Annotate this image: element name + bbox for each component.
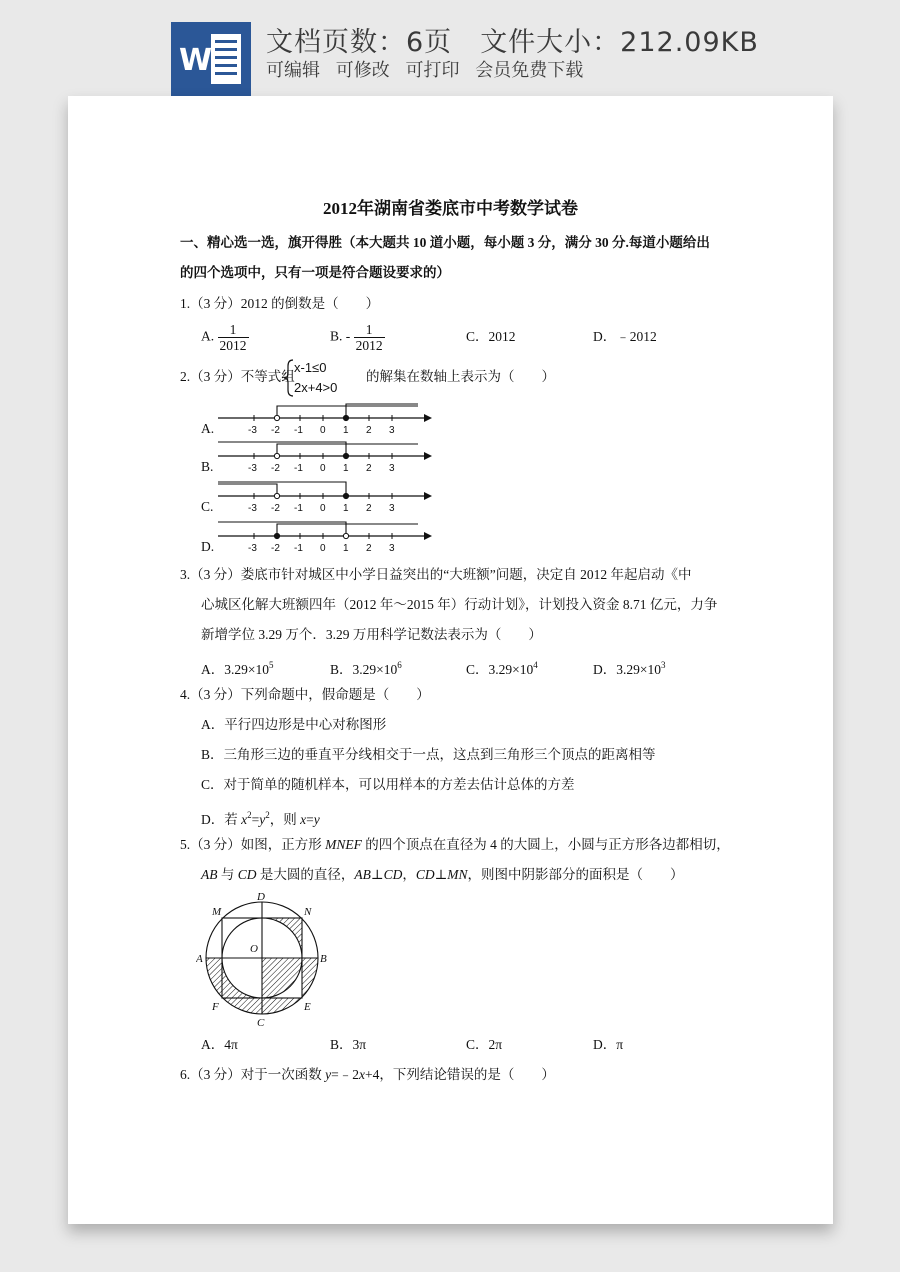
label-o: O [250, 943, 258, 955]
q3-b-base: B．3.29×10 [330, 662, 398, 677]
number-line-tick-label: -2 [271, 463, 280, 474]
section1-instructions-line2: 的四个选项中，只有一项是符合题设要求的） [180, 265, 450, 280]
q5-comma: ， [402, 867, 416, 882]
number-line-tick-label: 2 [366, 463, 372, 474]
number-line-tick-label: 0 [320, 543, 326, 554]
page-count: 文档页数：6页 [266, 27, 453, 58]
q4-option-a: A．平行四边形是中心对称图形 [201, 717, 387, 732]
label-b: B [320, 953, 327, 965]
q5-ab: AB [201, 867, 218, 882]
q5-with: 与 [217, 867, 238, 882]
banner-features [266, 56, 593, 82]
number-line-tick-label: -1 [294, 463, 303, 474]
label-e: E [304, 1001, 311, 1013]
q2-inequality-1: x-1≤0 [294, 360, 327, 375]
number-line-tick-label: -1 [294, 503, 303, 514]
q4-option-b: B．三角形三边的垂直平分线相交于一点，这点到三角形三个顶点的距离相等 [201, 747, 656, 762]
q3-b-exp: 6 [397, 660, 402, 670]
q5-perp1: AB⊥CD [354, 867, 403, 882]
q5-line2-post: ，则图中阴影部分的面积是（ ） [467, 867, 684, 882]
q4-option-d [201, 806, 320, 829]
q5-line1-post: 的四个顶点在直径为 4 的大圆上，小圆与正方形各边都相切， [361, 837, 730, 852]
label-m: M [212, 906, 222, 918]
word-document-icon [171, 22, 251, 96]
file-size: 文件大小：212.09KB [480, 27, 759, 58]
q6-y: y [325, 1067, 332, 1082]
q1-a-num: 1 [218, 322, 249, 338]
q1-b-sign: - [345, 328, 351, 344]
number-line-arrow [424, 414, 432, 422]
q6-stem [180, 1066, 555, 1084]
number-line-tick-label: 3 [389, 463, 395, 474]
shaded-region-bottom-right [262, 958, 302, 998]
q1-stem: 1.（3 分）2012 的倒数是（ ） [180, 296, 380, 311]
q1-b-den: 2012 [355, 338, 383, 353]
q5-line1-pre: 5.（3 分）如图，正方形 [180, 837, 326, 852]
q1-b-num: 1 [354, 322, 385, 338]
q6-post: +4，下列结论错误的是（ ） [365, 1067, 555, 1082]
q2-option-c-label: C. [201, 499, 214, 514]
label-n: N [304, 906, 312, 918]
number-line-tick-label: 2 [366, 543, 372, 554]
exam-title: 2012年湖南省娄底市中考数学试卷 [323, 199, 578, 218]
q1-b-fraction [354, 322, 385, 353]
document-page [68, 96, 833, 1224]
q2-option-a-label: A. [201, 421, 215, 436]
number-line-arrow [424, 452, 432, 460]
q4-d-x: x [241, 812, 248, 827]
q2-option-d-label: D. [201, 539, 215, 554]
feature-member-download: 会员免费下载 [475, 60, 584, 81]
q5-option-b: B．3π [330, 1037, 367, 1052]
number-line-tick-label: -3 [248, 463, 257, 474]
q5-line2 [201, 866, 684, 884]
q3-option-b [330, 656, 402, 679]
number-line-tick-label: -2 [271, 543, 280, 554]
number-line-arrow [424, 532, 432, 540]
number-line-tick-label: -1 [294, 425, 303, 436]
open-endpoint [274, 493, 279, 498]
q3-c-exp: 4 [533, 660, 538, 670]
q3-option-a [201, 656, 274, 679]
q1-a-fraction [218, 322, 249, 353]
q1-a-label: A. [201, 328, 215, 344]
q3-line1: 3.（3 分）娄底市针对城区中小学日益突出的“大班额”问题，决定自 2012 年起启动《中 [180, 567, 692, 582]
download-banner [0, 0, 900, 96]
q4-d-then: ，则 [269, 812, 301, 827]
closed-endpoint [274, 533, 279, 538]
q4-d-eq: = [251, 812, 260, 827]
q3-a-base: A．3.29×10 [201, 662, 269, 677]
number-line-tick-label: 1 [343, 503, 349, 514]
feature-printable: 可打印 [405, 60, 460, 81]
number-line-tick-label: 3 [389, 543, 395, 554]
q3-d-base: D．3.29×10 [593, 662, 661, 677]
closed-endpoint [343, 415, 348, 420]
q2-option-b-label: B. [201, 459, 214, 474]
q5-option-a: A．4π [201, 1037, 238, 1052]
label-a: A [196, 953, 203, 965]
q5-line2-mid: 是大圆的直径， [256, 867, 355, 882]
q1-option-c: C．2012 [466, 329, 516, 344]
feature-modifiable: 可修改 [335, 60, 390, 81]
label-c: C [257, 1017, 265, 1028]
q5-mnef: MNEF [325, 837, 362, 852]
q4-d-prefix: D．若 [201, 812, 242, 827]
number-line-tick-label: 3 [389, 425, 395, 436]
q6-x: x [359, 1067, 365, 1082]
section1-instructions-line1: 一、精心选一选，旗开得胜（本大题共 10 道小题，每小题 3 分，满分 30 分.每道小题给出 [180, 235, 710, 250]
number-line-tick-label: -3 [248, 425, 257, 436]
q4-stem: 4.（3 分）下列命题中，假命题是（ ） [180, 687, 430, 702]
q2-stem-pre: 2.（3 分）不等式组 [180, 369, 295, 384]
q4-d-x2: x [300, 812, 307, 827]
q3-option-c [466, 656, 538, 679]
q3-line3: 新增学位 3.29 万个．3.29 万用科学记数法表示为（ ） [201, 627, 542, 642]
q4-d-y: y [259, 812, 266, 827]
q6-eq: =﹣2 [331, 1067, 359, 1082]
q1-option-d: D．﹣2012 [593, 329, 657, 344]
number-line-tick-label: 3 [389, 503, 395, 514]
q3-d-exp: 3 [661, 660, 666, 670]
q6-pre: 6.（3 分）对于一次函数 [180, 1067, 326, 1082]
q5-geometry-figure [196, 892, 332, 1028]
q4-d-exp2: 2 [265, 810, 270, 820]
closed-endpoint [343, 453, 348, 458]
number-line-arrow [424, 492, 432, 500]
q4-d-y2: y [313, 812, 320, 827]
number-line-tick-label: 2 [366, 425, 372, 436]
label-f: F [212, 1001, 219, 1013]
open-endpoint [343, 533, 348, 538]
q5-cd: CD [237, 867, 257, 882]
number-line-tick-label: 1 [343, 463, 349, 474]
feature-editable: 可编辑 [266, 60, 320, 81]
number-line-tick-label: 2 [366, 503, 372, 514]
q1-a-den: 2012 [219, 338, 247, 353]
q3-a-exp: 5 [269, 660, 274, 670]
number-line-tick-label: -2 [271, 425, 280, 436]
q4-d-exp1: 2 [247, 810, 252, 820]
number-line-tick-label: -3 [248, 543, 257, 554]
solution-ray [218, 484, 277, 496]
q1-b-label: B. [330, 328, 343, 344]
q2-stem-post: 的解集在数轴上表示为（ ） [366, 369, 555, 384]
q3-option-d [593, 656, 666, 679]
number-line-tick-label: -1 [294, 543, 303, 554]
logo-letter: W [179, 43, 213, 78]
label-d: D [257, 892, 265, 903]
open-endpoint [274, 453, 279, 458]
q5-perp2: CD⊥MN [415, 867, 468, 882]
number-line-tick-label: 1 [343, 543, 349, 554]
open-endpoint [274, 415, 279, 420]
number-line-tick-label: 0 [320, 425, 326, 436]
q5-line1 [180, 836, 730, 854]
number-line-tick-label: 0 [320, 503, 326, 514]
q5-option-d: D．π [593, 1037, 624, 1052]
shaded-region-bottom-left [222, 958, 262, 998]
closed-endpoint [343, 493, 348, 498]
number-line-tick-label: 1 [343, 425, 349, 436]
q1-option-a [201, 322, 249, 353]
q4-option-c: C．对于简单的随机样本，可以用样本的方差去估计总体的方差 [201, 777, 575, 792]
q5-option-c: C．2π [466, 1037, 503, 1052]
q3-line2: 心城区化解大班额四年（2012 年～2015 年）行动计划》，计划投入资金 8.71 亿元，力争 [201, 597, 718, 612]
number-line-tick-label: -3 [248, 503, 257, 514]
q2-number-lines [218, 392, 438, 556]
banner-stats [266, 20, 759, 59]
number-line-tick-label: 0 [320, 463, 326, 474]
q4-d-eq2: = [306, 812, 314, 827]
q1-option-b [330, 322, 385, 353]
number-line-tick-label: -2 [271, 503, 280, 514]
q3-c-base: C．3.29×10 [466, 662, 534, 677]
q2-inequality-2: 2x+4>0 [294, 380, 338, 395]
shaded-region-top-right [262, 918, 302, 958]
